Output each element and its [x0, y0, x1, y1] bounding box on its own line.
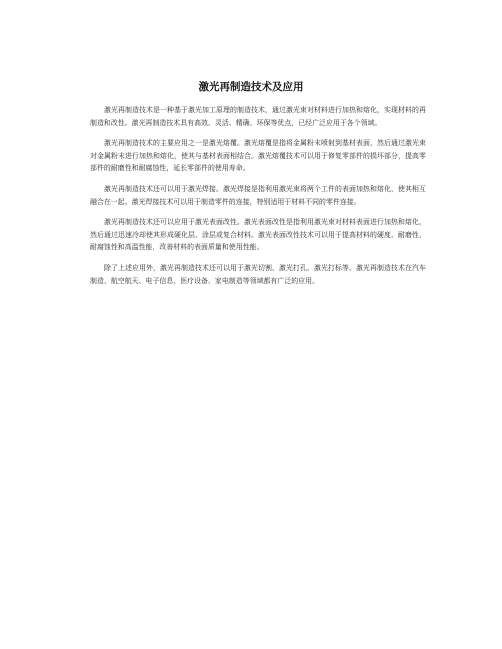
- document-body: [90, 104, 426, 295]
- paragraph-laser-cladding: 激光再制造技术的主要应用之一是激光熔覆。激光熔覆是指将金属粉末喷射到基材表面，然后通过激光束对金属粉末进行加热和熔化，使其与基材表面相结合。激光熔覆技术可以用于修复零部件的损坏部分，提高零部件的耐磨性和耐腐蚀性，延长零部件的使用寿命。: [90, 139, 426, 173]
- paragraph-intro: 激光再制造技术是一种基于激光加工原理的制造技术，通过激光束对材料进行加热和熔化，实现材料的再制造和改性。激光再制造技术具有高效、灵活、精确、环保等优点，已经广泛应用于各个领域。: [90, 106, 426, 127]
- paragraph-surface-modification: 激光再制造技术还可以应用于激光表面改性。激光表面改性是指利用激光束对材料表面进行加热和熔化，然后通过迅速冷却使其形成硬化层、涂层或复合材料。激光表面改性技术可以用于提高材料的硬度、耐磨性、耐腐蚀性和高温性能，改善材料的表面质量和使用性能。: [90, 218, 426, 252]
- paragraph-laser-welding: 激光再制造技术还可以用于激光焊接。激光焊接是指利用激光束将两个工件的表面加热和熔化，使其相互融合在一起。激光焊接技术可以用于制造零件的连接，特别适用于材料不同的零件连接。: [90, 184, 426, 206]
- page-title: 激光再制造技术及应用: [198, 81, 304, 93]
- paragraph-other-applications: 除了上述应用外，激光再制造技术还可以用于激光切割、激光打孔、激光打标等。激光再制造技术在汽车制造、航空航天、电子信息、医疗设备、家电制造等领域都有广泛的应用。: [90, 263, 426, 285]
